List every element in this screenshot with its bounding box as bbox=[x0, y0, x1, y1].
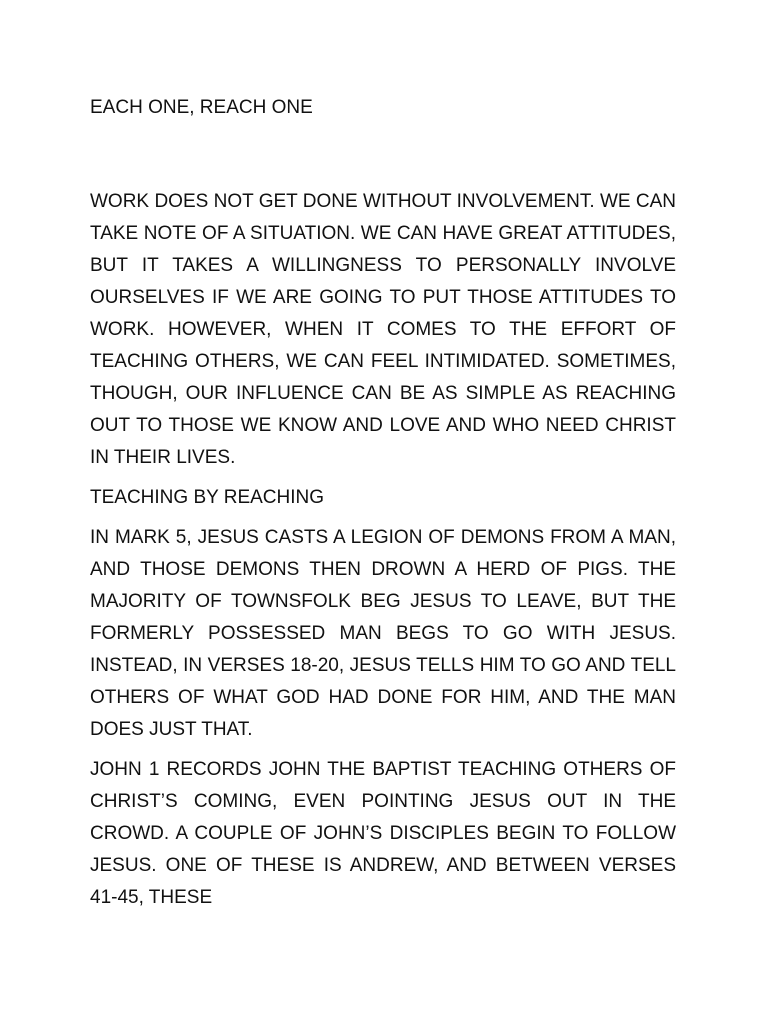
section-heading: TEACHING BY REACHING bbox=[90, 487, 325, 508]
document-title: EACH ONE, REACH ONE bbox=[90, 97, 313, 118]
paragraph-mark-5: IN MARK 5, JESUS CASTS A LEGION OF DEMONS FROM A MAN, AND THOSE DEMONS THEN DROWN A HERD OF PIGS. THE MAJORITY OF TOWNSFOLK BEG JESUS TO LEAVE, BUT THE FORMERLY POSSESSED MAN BEGS TO GO WITH JESUS. INSTEAD, IN VERSES 18-20, JESUS TELLS HIM TO GO AND TELL OTHERS OF WHAT GOD HAD DONE FOR HIM, AND THE MAN DOES JUST THAT. bbox=[90, 527, 676, 740]
title-spacer bbox=[90, 120, 676, 186]
paragraph-involvement: WORK DOES NOT GET DONE WITHOUT INVOLVEMENT. WE CAN TAKE NOTE OF A SITUATION. WE CAN HAVE GREAT ATTITUDES, BUT IT TAKES A WILLINGNESS TO PERSONALLY INVOLVE OURSELVES IF WE ARE GOING TO PUT THOSE ATTITUDES TO WORK. HOWEVER, WHEN IT COMES TO THE EFFORT OF TEACHING OTHERS, WE CAN FEEL INTIMIDATED. SOMETIMES, THOUGH, OUR INFLUENCE CAN BE AS SIMPLE AS REACHING OUT TO THOSE WE KNOW AND LOVE AND WHO NEED CHRIST IN THEIR LIVES. bbox=[90, 191, 676, 468]
paragraph-john-1: JOHN 1 RECORDS JOHN THE BAPTIST TEACHING OTHERS OF CHRIST’S COMING, EVEN POINTING JESUS OUT IN THE CROWD. A COUPLE OF JOHN’S DISCIPLES BEGIN TO FOLLOW JESUS. ONE OF THESE IS ANDREW, AND BETWEEN VERSES 41-45, THESE bbox=[90, 759, 676, 908]
document-page bbox=[90, 96, 676, 922]
